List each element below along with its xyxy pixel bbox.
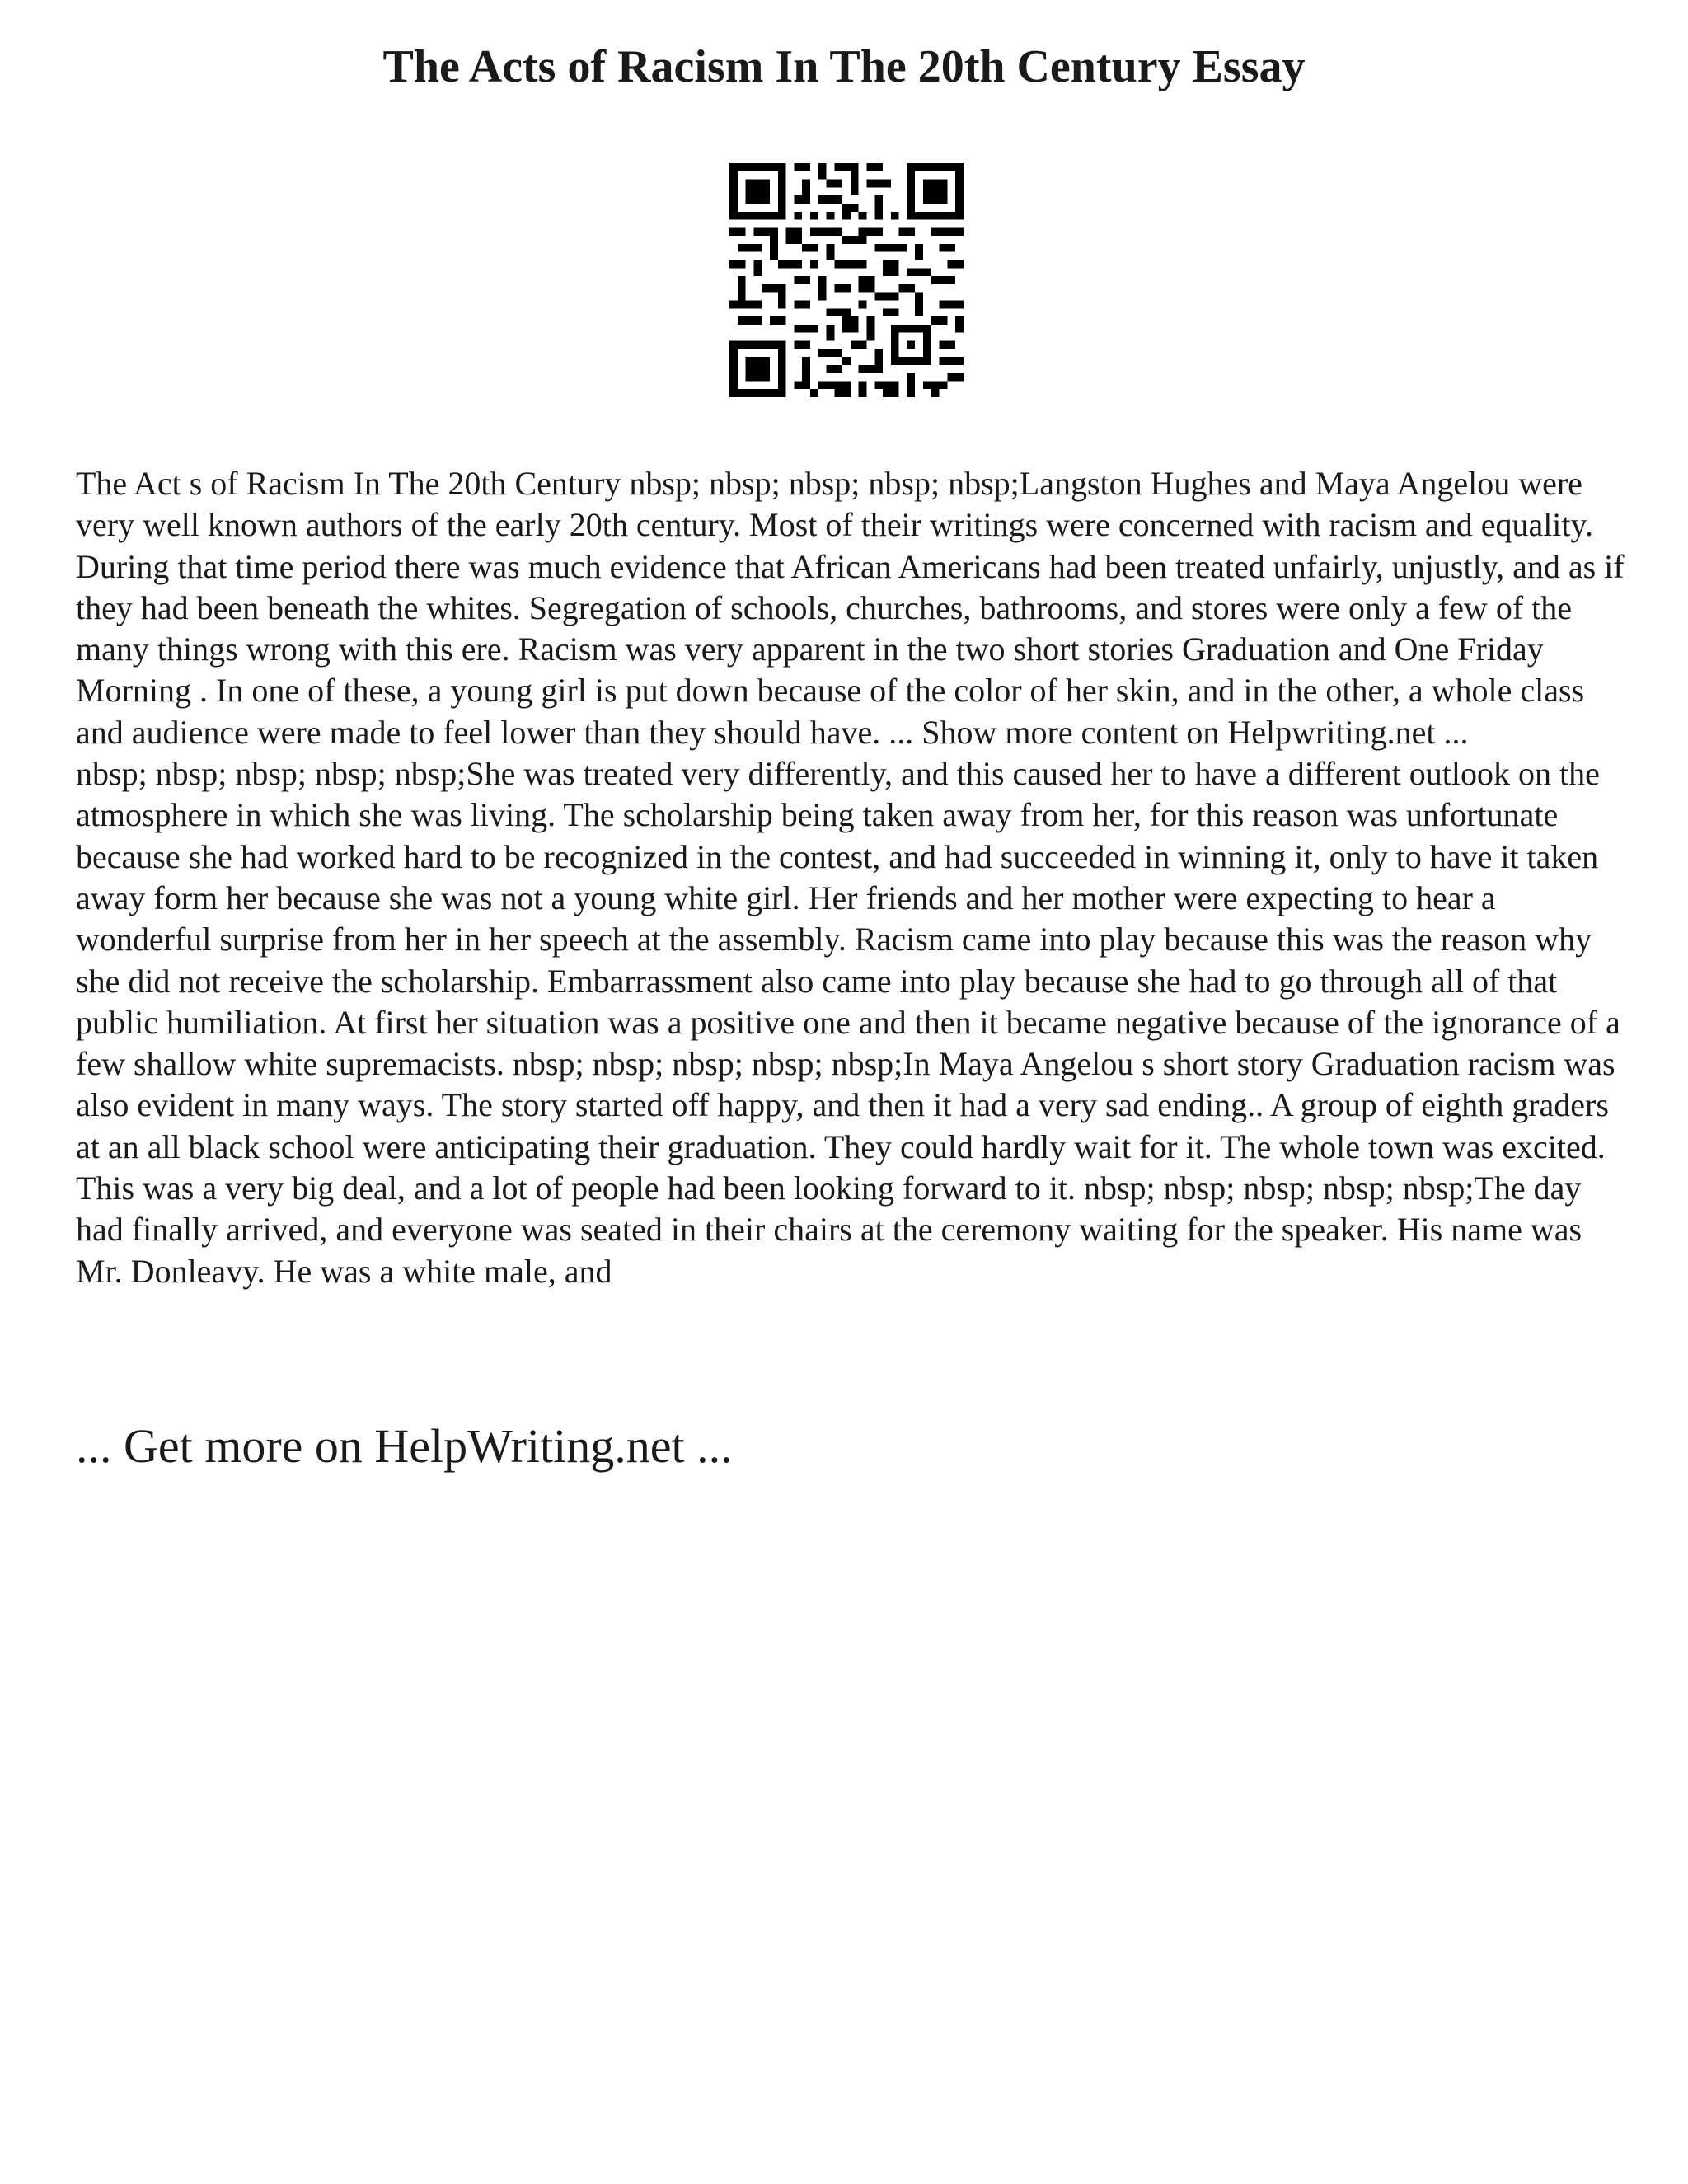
- essay-paragraph: nbsp; nbsp; nbsp; nbsp; nbsp;She was treated very differently, and this caused her to have a different outlook on the atmosphere in which she was living. The scholarship being taken away from her, for this reason was unfortunate because she had worked hard to be recognized in the contest, and had succeeded in winning it, only to have it taken away form her because she was not a young white girl. Her friends and her mother were expecting to hear a wonderful surprise from her in her speech at the assembly. Racism came into play because this was the reason why she did not receive the scholarship. Embarrassment also came into play because she had to go through all of that public humiliation. At first her situation was a positive one and then it became negative because of the ignorance of a few shallow white supremacists. nbsp; nbsp; nbsp; nbsp; nbsp;In Maya Angelou s short story Graduation racism was also evident in many ways. The story started off happy, and then it had a very sad ending.. A group of eighth graders at an all black school were anticipating their graduation. They could hardly wait for it. The whole town was excited. This was a very big deal, and a lot of people had been looking forward to it. nbsp; nbsp; nbsp; nbsp; nbsp;The day had finally arrived, and everyone was seated in their chairs at the ceremony waiting for the speaker. His name was Mr. Donleavy. He was a white male, and: [76, 755, 1620, 1290]
- essay-body: [76, 463, 1625, 1292]
- get-more-link[interactable]: ... Get more on HelpWriting.net ...: [76, 1419, 733, 1473]
- page-title: The Acts of Racism In The 20th Century Essay: [382, 41, 1306, 92]
- essay-paragraph: The Act s of Racism In The 20th Century nbsp; nbsp; nbsp; nbsp; nbsp;Langston Hughes and Maya Angelou were very well known authors of the early 20th century. Most of their writings were concerned with racism and equality. During that time period there was much evidence that African Americans had been treated unfairly, unjustly, and as if they had been beneath the whites. Segregation of schools, churches, bathrooms, and stores were only a few of the many things wrong with this ere. Racism was very apparent in the two short stories Graduation and One Friday Morning . In one of these, a young girl is put down because of the color of her skin, and in the other, a whole class and audience were made to feel lower than they should have. ... Show more content on Helpwriting.net ...: [76, 465, 1625, 751]
- qr-code-icon: [729, 163, 964, 397]
